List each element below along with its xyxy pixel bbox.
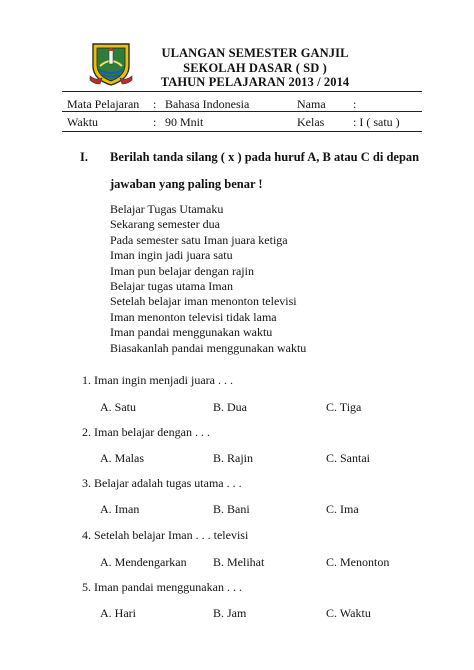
header-divider-bottom — [62, 131, 422, 132]
poem-line: Iman pun belajar dengan rajin — [110, 263, 254, 278]
section-number: I. — [80, 150, 88, 164]
poem-line: Belajar Tugas Utamaku — [110, 202, 224, 216]
question-2: 2. Iman belajar dengan . . . — [82, 425, 210, 439]
poem-line: Iman ingin jadi juara satu — [110, 248, 233, 263]
q1-option-a: A. Satu — [100, 400, 136, 414]
exam-title: ULANGAN SEMESTER GANJIL — [161, 46, 349, 60]
q1-option-c: C. Tiga — [326, 400, 362, 414]
question-5: 5. Iman pandai menggunakan . . . — [82, 580, 242, 594]
q3-option-c: C. Ima — [326, 502, 359, 516]
time-value: 90 Mnit — [165, 115, 204, 129]
header-divider-top — [62, 91, 422, 92]
q5-option-a: A. Hari — [100, 606, 136, 620]
time-separator: : — [153, 115, 157, 129]
q3-option-b: B. Bani — [213, 502, 250, 516]
q2-option-b: B. Rajin — [213, 451, 254, 465]
poem-line: Belajar tugas utama Iman — [110, 279, 233, 294]
info-divider — [62, 111, 422, 112]
poem-line: Iman menonton televisi tidak lama — [110, 309, 277, 324]
subject-separator: : — [153, 97, 157, 111]
question-4: 4. Setelah belajar Iman . . . televisi — [82, 528, 249, 542]
class-label: Kelas — [297, 115, 325, 129]
poem-line: Iman pandai menggunakan waktu — [110, 325, 273, 340]
school-level: SEKOLAH DASAR ( SD ) — [183, 60, 327, 75]
instruction-line-2: jawaban yang paling benar ! — [110, 177, 263, 191]
question-1: 1. Iman ingin menjadi juara . . . — [82, 373, 233, 387]
subject-label: Mata Pelajaran — [67, 97, 140, 111]
q4-option-c: C. Menonton — [326, 555, 390, 569]
poem-line: Sekarang semester dua — [110, 217, 220, 232]
name-label: Nama — [297, 97, 326, 111]
instruction-line-1: Berilah tanda silang ( x ) pada huruf A, B atau C di depan — [110, 150, 420, 164]
academic-year: TAHUN PELAJARAN 2013 / 2014 — [160, 75, 350, 89]
q3-option-a: A. Iman — [100, 502, 140, 516]
regional-emblem-icon — [88, 40, 134, 86]
q5-option-c: C. Waktu — [326, 606, 371, 620]
q1-option-b: B. Dua — [213, 400, 247, 414]
subject-value: Bahasa Indonesia — [165, 97, 250, 111]
poem-line: Biasakanlah pandai menggunakan waktu — [110, 340, 307, 355]
q2-option-c: C. Santai — [326, 451, 370, 465]
exam-header — [150, 46, 360, 90]
reading-passage — [110, 202, 306, 356]
q4-option-a: A. Mendengarkan — [100, 555, 187, 569]
poem-line: Setelah belajar iman menonton televisi — [110, 294, 297, 309]
q4-option-b: B. Melihat — [213, 555, 265, 569]
question-3: 3. Belajar adalah tugas utama . . . — [82, 476, 242, 490]
name-separator: : — [353, 97, 357, 111]
q2-option-a: A. Malas — [100, 451, 144, 465]
class-value: : I ( satu ) — [353, 115, 400, 129]
time-label: Waktu — [67, 115, 99, 129]
poem-line: Pada semester satu Iman juara ketiga — [110, 232, 288, 247]
q5-option-b: B. Jam — [213, 606, 247, 620]
